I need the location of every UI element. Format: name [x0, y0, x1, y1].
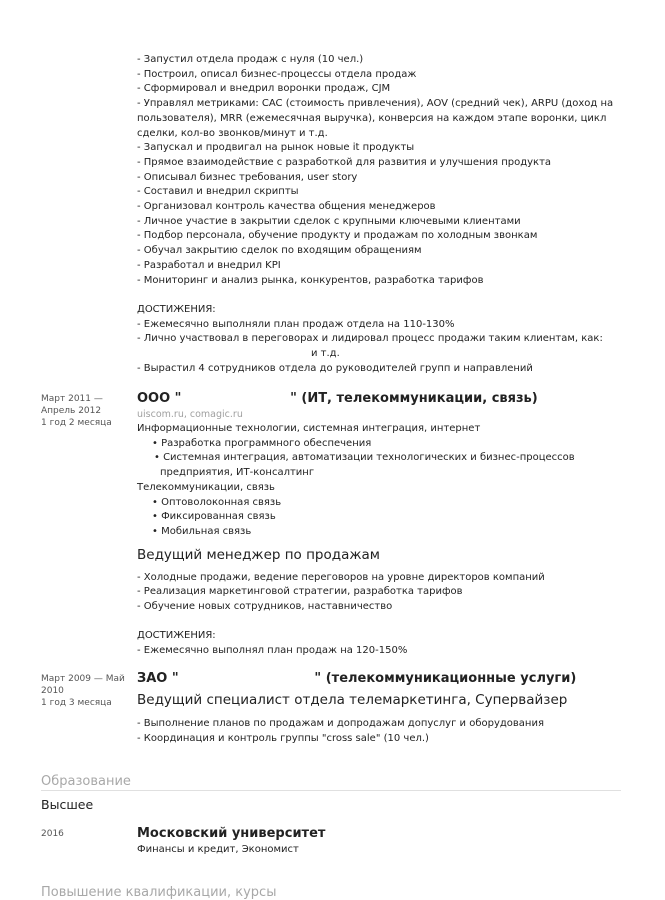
duty-line: - Личное участие в закрытии сделок с крупными ключевыми клиентами [137, 215, 521, 227]
industry-item: • Оптоволоконная связь [152, 496, 282, 508]
courses-section-title: Повышение квалификации, курсы [41, 885, 277, 900]
industry-item: • Мобильная связь [152, 525, 252, 537]
section-divider [41, 790, 621, 791]
job-3-details [137, 670, 637, 746]
duty-line: - Прямое взаимодействие с разработкой для развития и улучшения продукта [137, 156, 552, 168]
duty-line: - Управлял метриками: CAC (стоимость привлечения), AOV (средний чек), ARPU (доход на пользователя), MRR (ежемесячная выручка), конверсия на каждом этапе воронки, цикл сделки, кол-во звонков/минут и т.д. [137, 98, 614, 139]
university-name: Московский университет [137, 826, 326, 841]
achievement-line: - Ежемесячно выполняли план продаж отдела на 110-130% [137, 318, 455, 330]
achievements-title: ДОСТИЖЕНИЯ: [137, 630, 216, 642]
period-start: Март 2009 — Май [41, 674, 125, 684]
duty-line: - Запустил отдела продаж с нуля (10 чел.) [137, 54, 364, 65]
period-start: Март 2011 — [41, 394, 103, 404]
duty-line: - Выполнение планов по продажам и допродажам допуслуг и оборудования [137, 718, 544, 729]
education-level: Высшее [41, 797, 94, 812]
achievements-title: ДОСТИЖЕНИЯ: [137, 303, 216, 315]
duty-line: - Описывал бизнес требования, user story [137, 171, 358, 183]
duty-line: - Реализация маркетинговой стратегии, разработка тарифов [137, 586, 463, 598]
industry-title: Телекоммуникации, связь [137, 481, 275, 493]
period-end: Апрель 2012 [41, 406, 102, 416]
duty-line: - Координация и контроль группы "cross sale" (10 чел.) [137, 732, 429, 744]
duty-line: - Организовал контроль качества общения менеджеров [137, 201, 436, 213]
achievement-line: и т.д. [311, 348, 340, 360]
company-site[interactable]: uiscom.ru, comagic.ru [137, 409, 243, 420]
education-year: 2016 [41, 829, 64, 839]
period-duration: 1 год 3 месяца [41, 698, 112, 708]
faculty: Финансы и кредит, Экономист [137, 844, 299, 855]
duty-line: - Обучение новых сотрудников, наставничество [137, 601, 393, 613]
duty-line: - Составил и внедрил скрипты [137, 186, 299, 198]
duty-line: - Сформировал и внедрил воронки продаж, CJM [137, 83, 391, 95]
industry-item: • Системная интеграция, автоматизации технологических и бизнес-процессов предприятия, ИТ-консалтинг [154, 452, 575, 479]
job-1-description [137, 53, 637, 376]
job-3-period [41, 673, 131, 709]
achievement-line: - Лично участвовал в переговорах и лидировал процесс продажи таким клиентам, как: [137, 333, 603, 345]
duty-line: - Холодные продажи, ведение переговоров на уровне директоров компаний [137, 571, 545, 583]
education-details [137, 825, 637, 858]
duty-line: - Подбор персонала, обучение продукту и продажам по холодным звонкам [137, 230, 538, 242]
job-2-period [41, 393, 131, 429]
company-name: ООО " " (ИТ, телекоммуникации, связь) [137, 391, 538, 406]
duty-line: - Мониторинг и анализ рынка, конкурентов, разработка тарифов [137, 274, 484, 286]
industry-title: Информационные технологии, системная интеграция, интернет [137, 423, 481, 434]
period-duration: 1 год 2 месяца [41, 418, 112, 428]
position-title: Ведущий менеджер по продажам [137, 546, 380, 563]
duty-line: - Обучал закрытию сделок по входящим обращениям [137, 245, 422, 257]
achievement-line: - Ежемесячно выполнял план продаж на 120-150% [137, 645, 408, 657]
position-title: Ведущий специалист отдела телемаркетинга, Супервайзер [137, 692, 568, 708]
period-end: 2010 [41, 686, 64, 696]
job-2-details [137, 390, 637, 659]
industry-item: • Разработка программного обеспечения [152, 437, 372, 449]
duty-line: - Построил, описал бизнес-процессы отдела продаж [137, 68, 417, 80]
achievement-line: - Вырастил 4 сотрудников отдела до руководителей групп и направлений [137, 362, 533, 374]
duty-line: - Разработал и внедрил KPI [137, 259, 281, 271]
education-section-title: Образование [41, 774, 131, 789]
duty-line: - Запускал и продвигал на рынок новые it продукты [137, 142, 415, 154]
company-name: ЗАО " " (телекоммуникационные услуги) [137, 671, 577, 686]
industry-item: • Фиксированная связь [152, 511, 276, 523]
